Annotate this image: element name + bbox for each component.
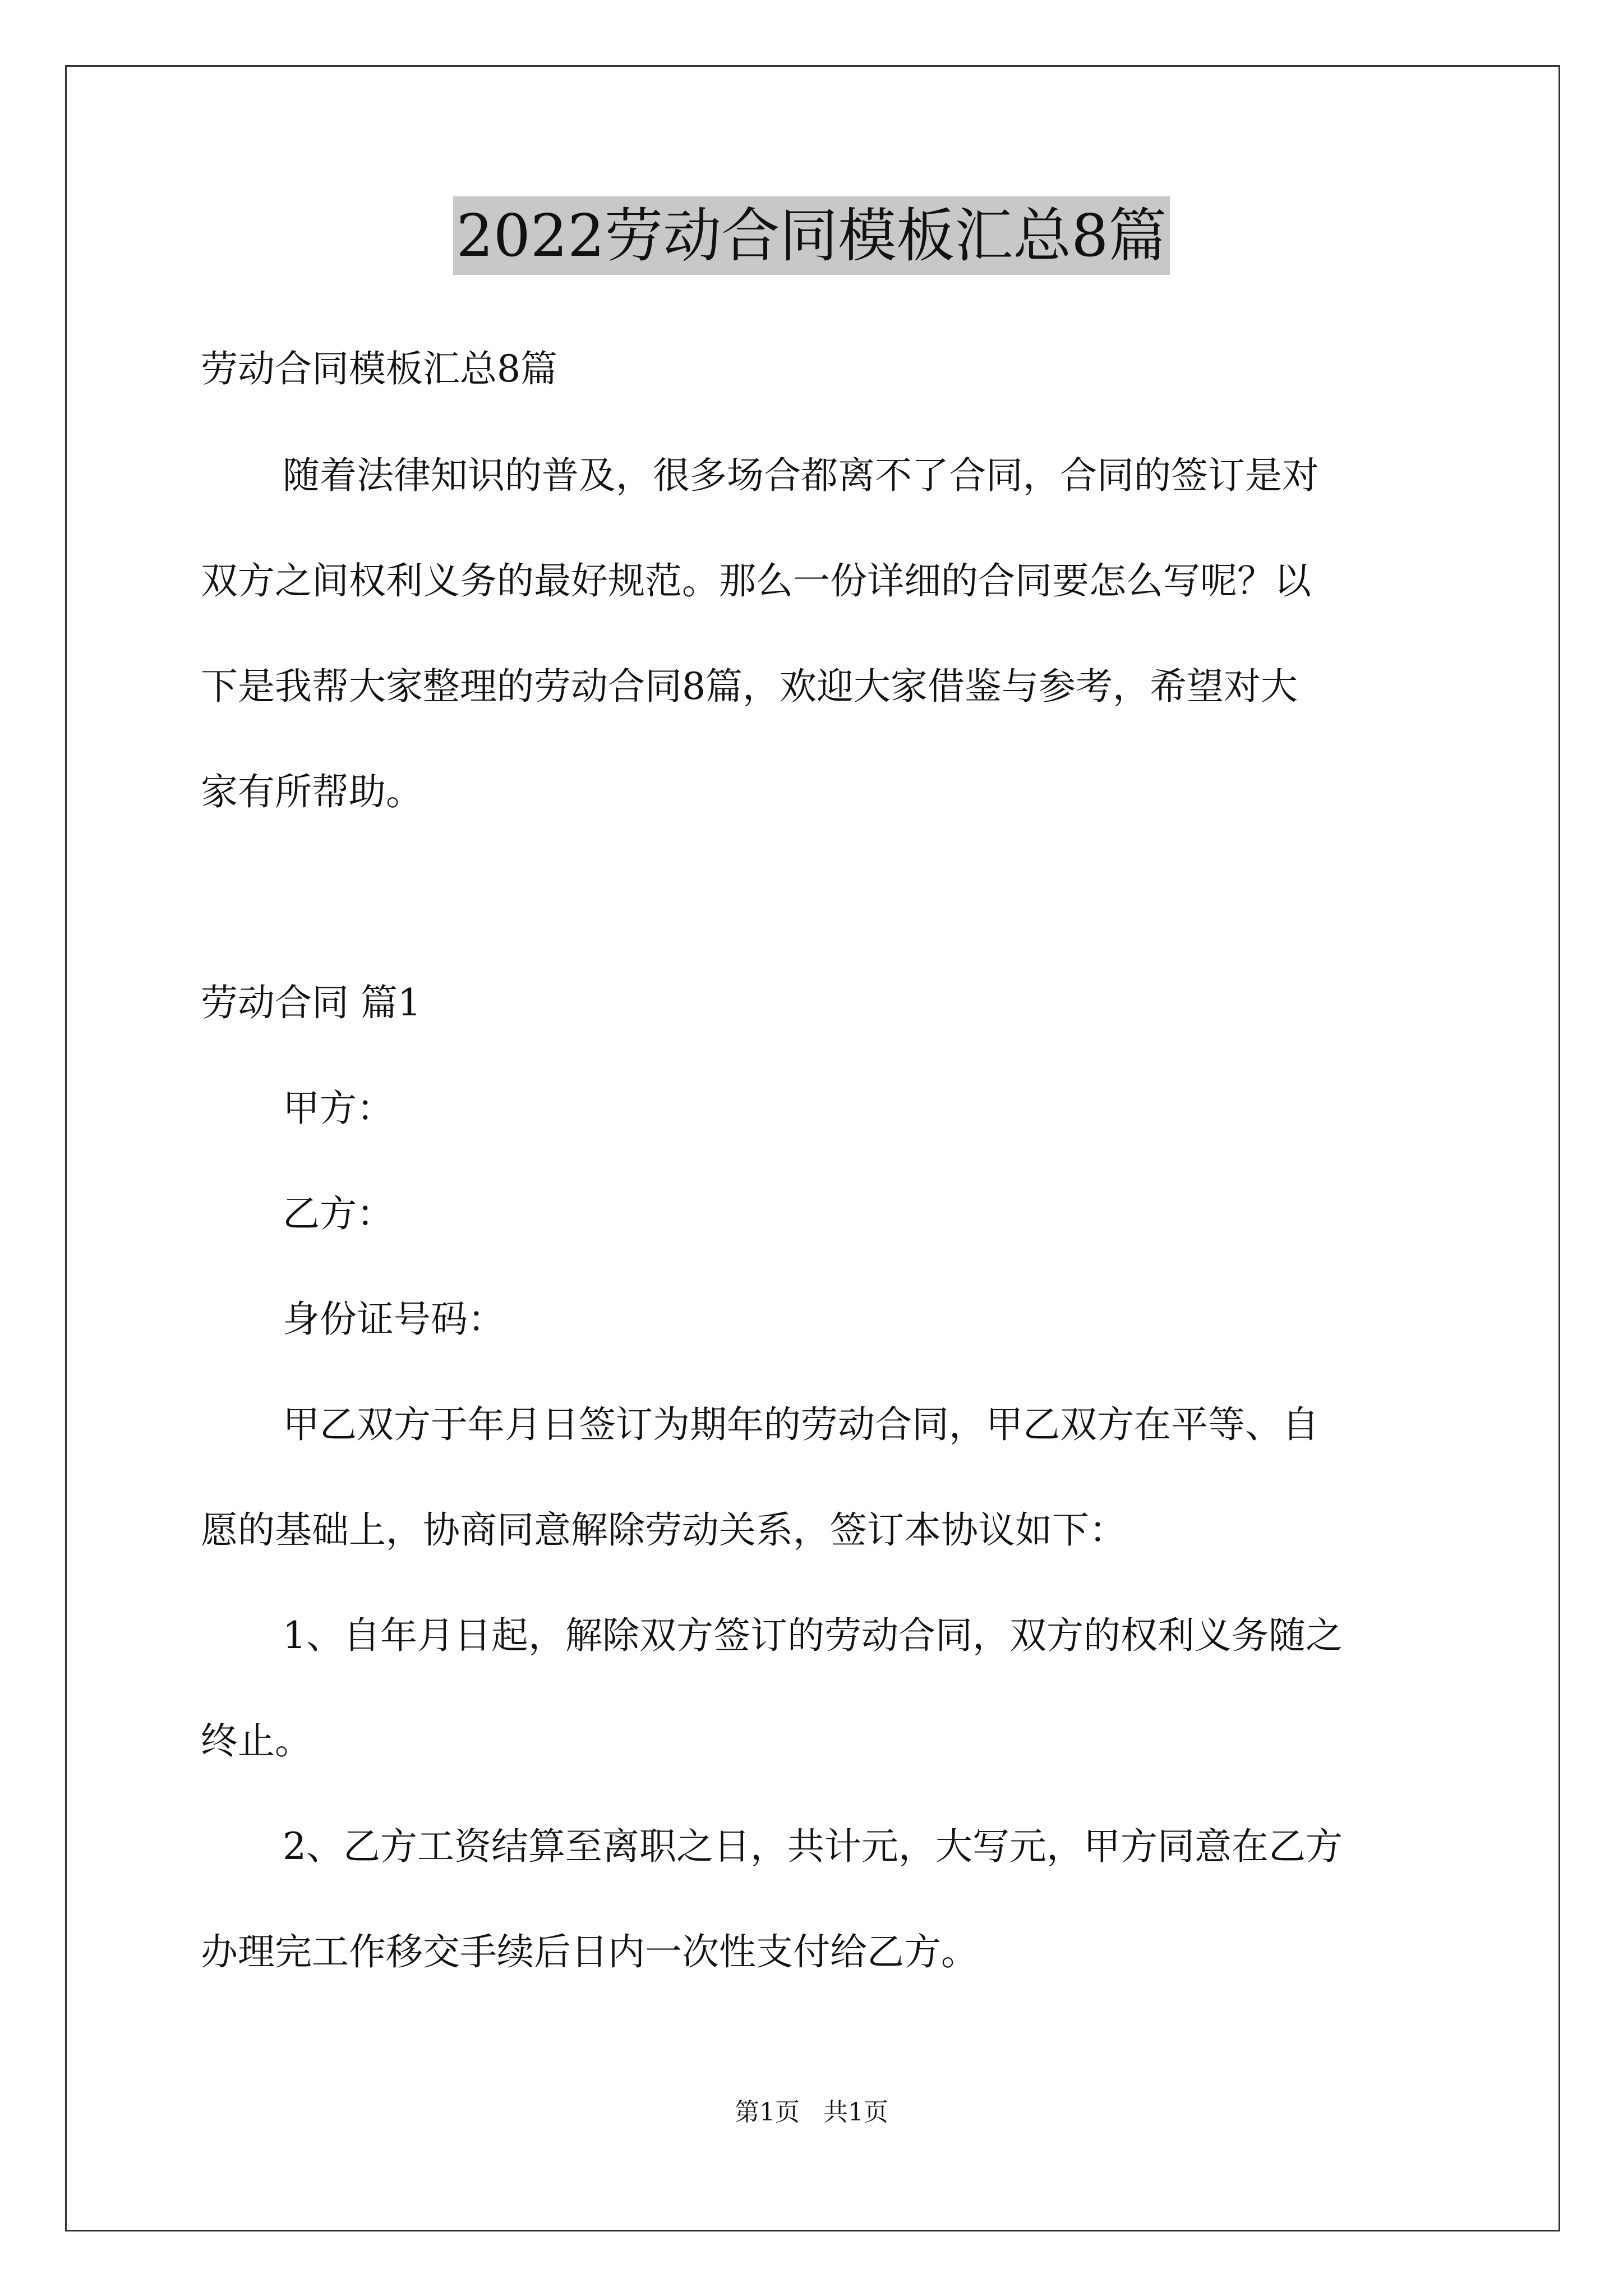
- page-number: 第1页: [735, 2098, 800, 2127]
- page-footer: [0, 2097, 1623, 2128]
- intro-line-4: 家有所帮助。: [201, 770, 423, 813]
- document-title: 2022劳动合同模板汇总8篇: [453, 196, 1170, 275]
- para1-line-2: 愿的基础上，协商同意解除劳动关系，签订本协议如下：: [201, 1508, 1126, 1552]
- party-a-label: 甲方：: [283, 1087, 394, 1130]
- clause2-line-1: 2、乙方工资结算至离职之日，共计元，大写元，甲方同意在乙方: [283, 1825, 1343, 1868]
- intro-line-3: 下是我帮大家整理的劳动合同8篇，欢迎大家借鉴与参考，希望对大: [201, 665, 1298, 708]
- id-number-label: 身份证号码：: [283, 1297, 505, 1341]
- section-heading: 劳动合同 篇1: [201, 981, 421, 1024]
- clause2-line-2: 办理完工作移交手续后日内一次性支付给乙方。: [201, 1930, 978, 1973]
- para1-line-1: 甲乙双方于年月日签订为期年的劳动合同，甲乙双方在平等、自: [283, 1403, 1319, 1446]
- page-total: 共1页: [823, 2098, 888, 2127]
- clause1-line-2: 终止。: [201, 1719, 312, 1763]
- intro-line-2: 双方之间权利义务的最好规范。那么一份详细的合同要怎么写呢？以: [201, 559, 1311, 602]
- party-b-label: 乙方：: [283, 1192, 394, 1235]
- document-subtitle: 劳动合同模板汇总8篇: [201, 347, 557, 390]
- title-container: [0, 196, 1623, 275]
- intro-line-1: 随着法律知识的普及，很多场合都离不了合同，合同的签订是对: [283, 454, 1319, 497]
- clause1-line-1: 1、自年月日起，解除双方签订的劳动合同，双方的权利义务随之: [283, 1614, 1343, 1657]
